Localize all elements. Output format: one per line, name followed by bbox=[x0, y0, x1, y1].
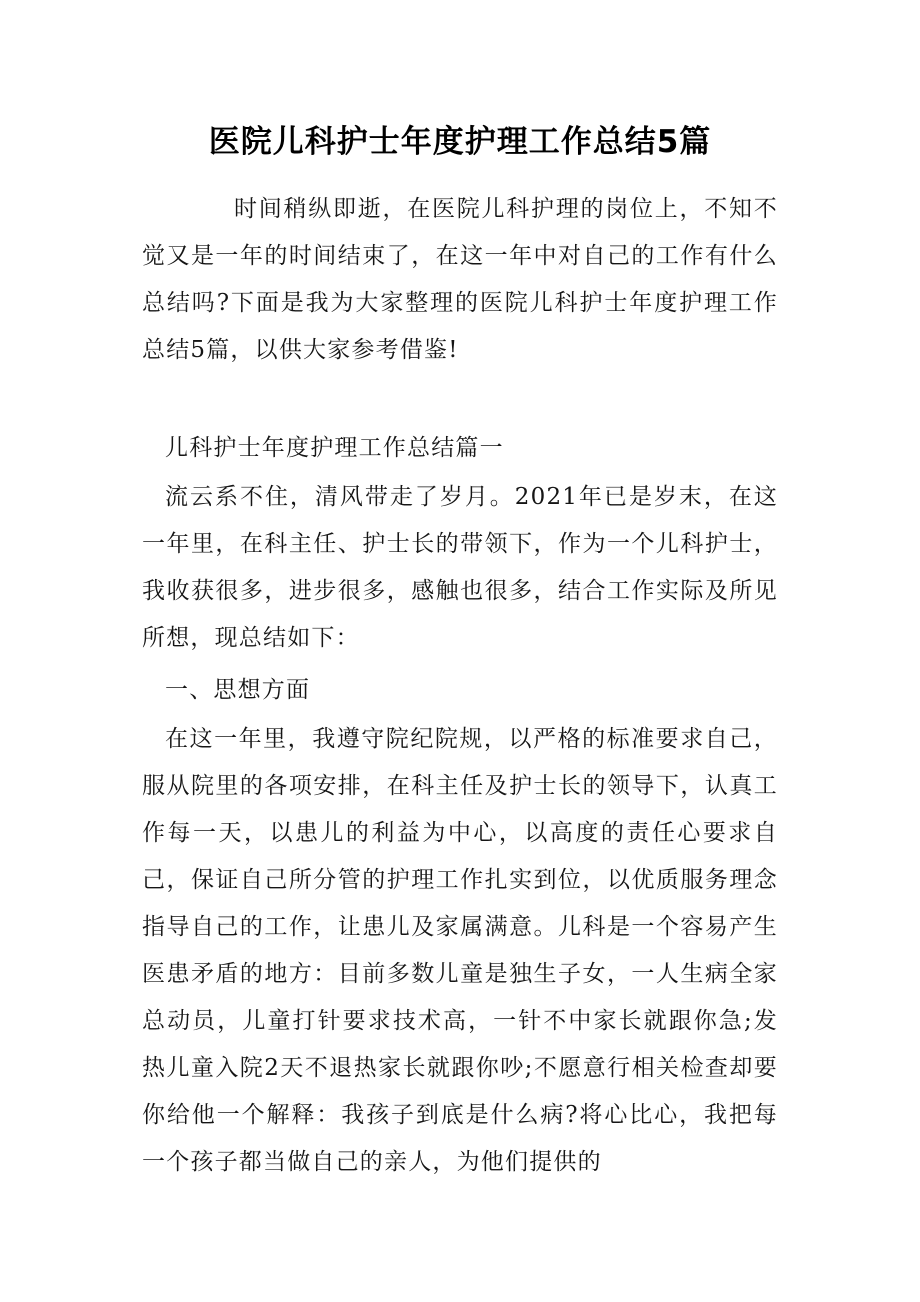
subheading-thought: 一、思想方面 bbox=[165, 677, 311, 703]
intro-paragraph: 时间稍纵即逝，在医院儿科护理的岗位上，不知不觉又是一年的时间结束了，在这一年中对自己的工作有什么总结吗?下面是我为大家整理的医院儿科护士年度护理工作总结5篇，以供大家参考借鉴! bbox=[142, 196, 778, 363]
body-paragraph-1: 流云系不住，清风带走了岁月。2021年已是岁末，在这一年里，在科主任、护士长的带领下，作为一个儿科护士，我收获很多，进步很多，感触也很多，结合工作实际及所见所想，现总结如下： bbox=[142, 484, 778, 651]
section-heading: 儿科护士年度护理工作总结篇一 bbox=[165, 435, 504, 461]
document-title: 医院儿科护士年度护理工作总结5篇 bbox=[208, 124, 712, 160]
body-paragraph-2: 在这一年里，我遵守院纪院规，以严格的标准要求自己，服从院里的各项安排，在科主任及护士长的领导下，认真工作每一天，以患儿的利益为中心，以高度的责任心要求自己，保证自己所分管的护理工作扎实到位，以优质服务理念指导自己的工作，让患儿及家属满意。儿科是一个容易产生医患矛盾的地方：目前多数儿童是独生子女，一人生病全家总动员，儿童打针要求技术高，一针不中家长就跟你急;发热儿童入院2天不退热家长就跟你吵;不愿意行相关检查却要你给他一个解释：我孩子到底是什么病?将心比心，我把每一个孩子都当做自己的亲人，为他们提供的 bbox=[142, 726, 778, 1175]
